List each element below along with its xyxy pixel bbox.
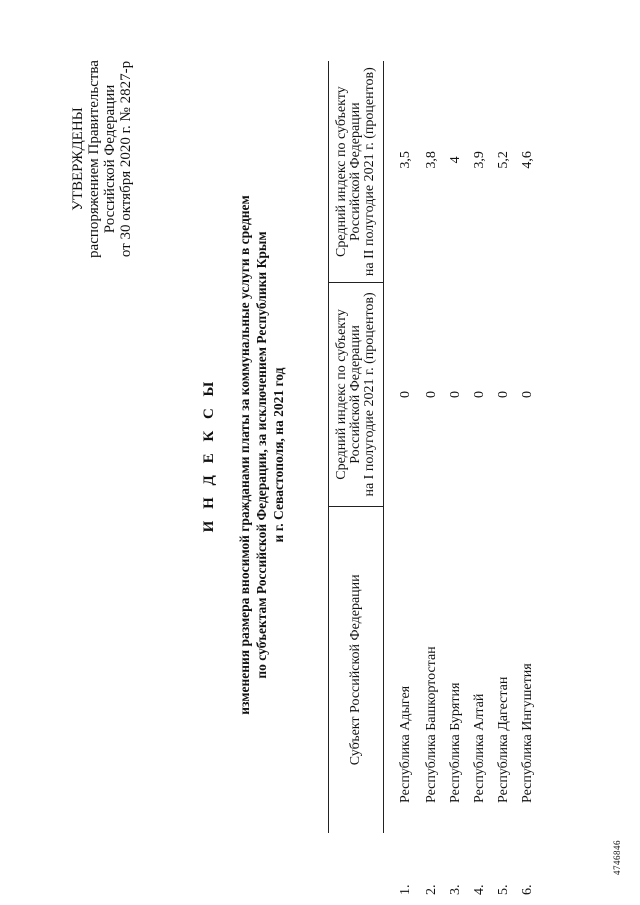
cell-subject (468, 506, 492, 895)
row-number: 5. (496, 884, 511, 895)
header-first-half-line: Российской Федерации (348, 325, 363, 464)
document-title: И Н Д Е К С Ы (201, 377, 217, 533)
subject-name: Республика Башкортостан (424, 646, 439, 803)
cell-subject (420, 506, 444, 895)
indices-table (328, 61, 540, 895)
cell-second-half: 4 (448, 156, 463, 164)
cell-subject (444, 506, 468, 895)
row-number: 4. (472, 884, 487, 895)
row-number: 3. (448, 884, 463, 895)
table-row (444, 61, 468, 833)
cell-second-half: 4,6 (520, 151, 535, 169)
cell-first-half: 0 (398, 390, 413, 398)
header-second-half-line: на II полугодие 2021 г. (процентов) (362, 67, 377, 277)
cell-second-half: 3,8 (424, 151, 439, 169)
cell-second-half: 3,9 (472, 151, 487, 169)
cell-first-half: 0 (472, 390, 487, 398)
approval-line: распоряжением Правительства (86, 60, 102, 258)
table-header-row (329, 61, 384, 833)
approval-stamp (70, 9, 134, 309)
header-subject (329, 506, 384, 833)
document-subtitle (236, 75, 287, 835)
subtitle-line: и г. Севастополя, на 2021 год (271, 367, 286, 543)
subject-name: Республика Бурятия (448, 682, 463, 803)
row-number: 1. (398, 884, 413, 895)
subject-name: Республика Алтай (472, 693, 487, 803)
subject-name: Республика Ингушетия (520, 663, 535, 803)
table-row (420, 61, 444, 833)
cell-first-half: 0 (520, 390, 535, 398)
subtitle-line: по субъектам Российской Федерации, за исключением Республики Крым (254, 231, 269, 679)
subtitle-line: изменения размера вносимой гражданами платы за коммунальные услуги в среднем (237, 195, 252, 715)
header-first-half-line: Средний индекс по субъекту (334, 309, 349, 480)
subject-name: Республика Дагестан (496, 676, 511, 803)
row-number: 2. (424, 884, 439, 895)
cell-second-half: 3,5 (398, 151, 413, 169)
approval-line: УТВЕРЖДЕНЫ (70, 107, 86, 211)
table-row (384, 61, 421, 833)
header-second-half-line: Средний индекс по субъекту (334, 86, 349, 257)
cell-second-half: 5,2 (496, 151, 511, 169)
approval-line: Российской Федерации (102, 84, 118, 234)
cell-subject (492, 506, 516, 895)
cell-subject (516, 506, 540, 895)
header-first-half (329, 283, 384, 506)
cell-subject (384, 506, 421, 895)
document-number: 4746846 (612, 840, 622, 875)
header-first-half-line: на I полугодие 2021 г. (процентов) (362, 292, 377, 497)
approval-line: от 30 октября 2020 г. № 2827-р (118, 60, 134, 258)
title-block (200, 75, 287, 835)
cell-first-half: 0 (424, 390, 439, 398)
header-second-half-line: Российской Федерации (348, 102, 363, 241)
row-number: 6. (520, 884, 535, 895)
subject-name: Республика Адыгея (398, 685, 413, 803)
header-second-half (329, 61, 384, 283)
cell-first-half: 0 (496, 390, 511, 398)
header-subject-label: Субъект Российской Федерации (348, 574, 363, 766)
table-row (492, 61, 516, 833)
table-row (468, 61, 492, 833)
table-row (516, 61, 540, 833)
cell-first-half: 0 (448, 390, 463, 398)
